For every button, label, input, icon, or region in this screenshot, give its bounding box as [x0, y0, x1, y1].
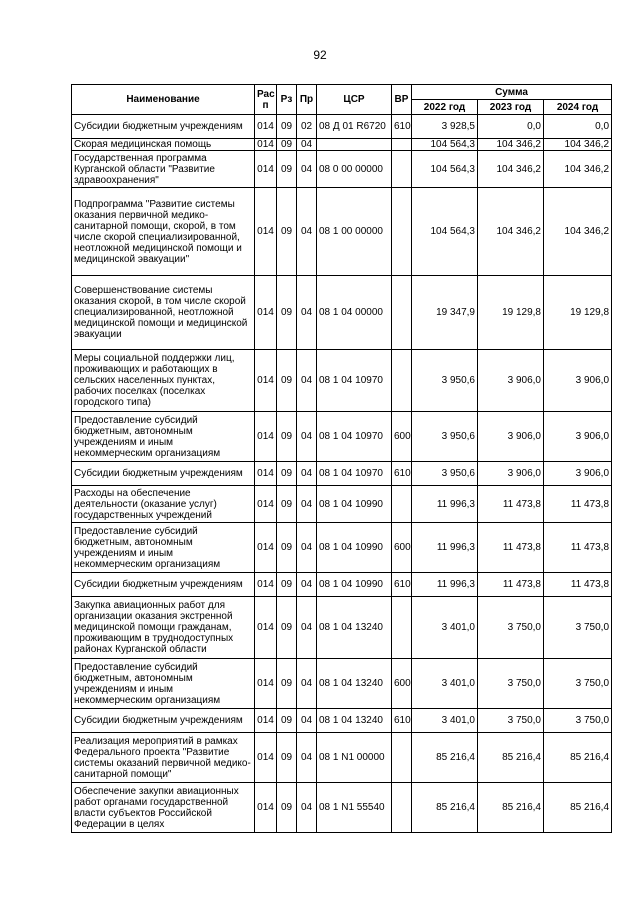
header-rasp: Рас п [255, 85, 277, 115]
row-sum-2022: 104 564,3 [412, 188, 478, 276]
table-row [72, 709, 612, 733]
table-row [72, 276, 612, 350]
row-csr: 08 1 04 10990 [317, 523, 392, 573]
row-sum-2024: 11 473,8 [544, 486, 612, 523]
row-rasp: 014 [255, 783, 277, 833]
row-sum-2023: 11 473,8 [478, 486, 544, 523]
row-rasp: 014 [255, 486, 277, 523]
row-sum-2022: 85 216,4 [412, 733, 478, 783]
row-sum-2022: 3 401,0 [412, 597, 478, 659]
row-rz: 09 [277, 350, 297, 412]
row-sum-2024: 104 346,2 [544, 188, 612, 276]
row-csr: 08 1 04 10990 [317, 573, 392, 597]
row-pr: 04 [297, 350, 317, 412]
row-name: Обеспечение закупки авиационных работ органами государственной власти субъектов Российской Федерации в целях [72, 783, 255, 833]
row-pr: 04 [297, 573, 317, 597]
row-sum-2024: 3 750,0 [544, 597, 612, 659]
row-vr [392, 188, 412, 276]
row-sum-2023: 0,0 [478, 115, 544, 139]
row-sum-2023: 11 473,8 [478, 573, 544, 597]
row-sum-2022: 11 996,3 [412, 486, 478, 523]
row-sum-2024: 85 216,4 [544, 783, 612, 833]
row-rasp: 014 [255, 462, 277, 486]
table-row [72, 462, 612, 486]
row-rz: 09 [277, 462, 297, 486]
row-name: Субсидии бюджетным учреждениям [72, 115, 255, 139]
row-name: Подпрограмма "Развитие системы оказания первичной медико-санитарной помощи, скорой, в том числе скорой специализированной, неотложной медицинской помощи и медицинской эвакуации" [72, 188, 255, 276]
row-csr: 08 1 N1 55540 [317, 783, 392, 833]
row-sum-2022: 3 950,6 [412, 412, 478, 462]
row-csr [317, 139, 392, 151]
row-pr: 04 [297, 276, 317, 350]
row-sum-2024: 85 216,4 [544, 733, 612, 783]
row-rasp: 014 [255, 115, 277, 139]
row-sum-2022: 11 996,3 [412, 573, 478, 597]
row-csr: 08 1 04 13240 [317, 597, 392, 659]
header-rz: Рз [277, 85, 297, 115]
row-rasp: 014 [255, 523, 277, 573]
row-csr: 08 1 N1 00000 [317, 733, 392, 783]
row-vr [392, 276, 412, 350]
row-rasp: 014 [255, 188, 277, 276]
header-csr: ЦСР [317, 85, 392, 115]
header-name: Наименование [72, 85, 255, 115]
row-sum-2024: 3 906,0 [544, 462, 612, 486]
row-csr: 08 1 04 10970 [317, 462, 392, 486]
row-sum-2022: 3 401,0 [412, 659, 478, 709]
row-vr [392, 733, 412, 783]
table-row [72, 659, 612, 709]
row-csr: 08 1 04 10970 [317, 350, 392, 412]
row-rz: 09 [277, 188, 297, 276]
row-vr: 610 [392, 462, 412, 486]
row-name: Закупка авиационных работ для организации оказания экстренной медицинской помощи гражданам, проживающим в труднодоступных районах Курганской области [72, 597, 255, 659]
row-rasp: 014 [255, 139, 277, 151]
row-sum-2023: 104 346,2 [478, 188, 544, 276]
row-rasp: 014 [255, 151, 277, 188]
row-rz: 09 [277, 523, 297, 573]
table-row [72, 573, 612, 597]
row-pr: 04 [297, 783, 317, 833]
row-sum-2024: 3 906,0 [544, 350, 612, 412]
row-pr: 04 [297, 523, 317, 573]
row-sum-2023: 3 906,0 [478, 412, 544, 462]
row-csr: 08 1 04 00000 [317, 276, 392, 350]
row-sum-2024: 104 346,2 [544, 139, 612, 151]
header-pr: Пр [297, 85, 317, 115]
row-sum-2022: 104 564,3 [412, 151, 478, 188]
row-vr [392, 139, 412, 151]
row-sum-2023: 3 906,0 [478, 350, 544, 412]
row-rasp: 014 [255, 659, 277, 709]
row-rz: 09 [277, 486, 297, 523]
row-rz: 09 [277, 709, 297, 733]
row-name: Совершенствование системы оказания скорой, в том числе скорой специализированной, неотложной медицинской помощи и медицинской эвакуации [72, 276, 255, 350]
row-pr: 04 [297, 462, 317, 486]
row-name: Субсидии бюджетным учреждениям [72, 709, 255, 733]
row-pr: 04 [297, 733, 317, 783]
row-sum-2023: 11 473,8 [478, 523, 544, 573]
table-row [72, 151, 612, 188]
row-rz: 09 [277, 783, 297, 833]
row-csr: 08 Д 01 R6720 [317, 115, 392, 139]
table-row [72, 350, 612, 412]
row-sum-2024: 11 473,8 [544, 573, 612, 597]
row-sum-2023: 3 750,0 [478, 659, 544, 709]
table-body [72, 115, 612, 833]
row-sum-2023: 104 346,2 [478, 139, 544, 151]
header-2023: 2023 год [478, 100, 544, 115]
row-vr [392, 783, 412, 833]
table-row [72, 486, 612, 523]
row-name: Государственная программа Курганской области "Развитие здравоохранения" [72, 151, 255, 188]
row-csr: 08 1 00 00000 [317, 188, 392, 276]
row-sum-2022: 11 996,3 [412, 523, 478, 573]
row-vr [392, 350, 412, 412]
row-sum-2024: 19 129,8 [544, 276, 612, 350]
row-sum-2022: 104 564,3 [412, 139, 478, 151]
row-sum-2023: 3 750,0 [478, 597, 544, 659]
row-name: Субсидии бюджетным учреждениям [72, 462, 255, 486]
row-pr: 04 [297, 151, 317, 188]
row-rasp: 014 [255, 709, 277, 733]
row-pr: 04 [297, 139, 317, 151]
row-name: Реализация мероприятий в рамках Федерального проекта "Развитие системы оказаний первичной медико-санитарной помощи" [72, 733, 255, 783]
header-sum: Сумма [412, 85, 612, 100]
row-vr [392, 486, 412, 523]
row-pr: 04 [297, 659, 317, 709]
row-vr: 600 [392, 412, 412, 462]
row-rz: 09 [277, 276, 297, 350]
table-row [72, 783, 612, 833]
row-name: Предоставление субсидий бюджетным, автономным учреждениям и иным некоммерческим организациям [72, 659, 255, 709]
row-csr: 08 0 00 00000 [317, 151, 392, 188]
row-sum-2024: 11 473,8 [544, 523, 612, 573]
table-row [72, 139, 612, 151]
row-pr: 04 [297, 188, 317, 276]
row-rasp: 014 [255, 573, 277, 597]
header-2024: 2024 год [544, 100, 612, 115]
row-rz: 09 [277, 151, 297, 188]
row-rz: 09 [277, 659, 297, 709]
row-sum-2022: 3 401,0 [412, 709, 478, 733]
row-vr: 610 [392, 573, 412, 597]
row-name: Субсидии бюджетным учреждениям [72, 573, 255, 597]
row-sum-2023: 3 906,0 [478, 462, 544, 486]
row-pr: 04 [297, 486, 317, 523]
row-csr: 08 1 04 13240 [317, 709, 392, 733]
row-name: Предоставление субсидий бюджетным, автономным учреждениям и иным некоммерческим организациям [72, 412, 255, 462]
page-number: 92 [313, 48, 327, 62]
row-pr: 02 [297, 115, 317, 139]
budget-table [71, 84, 612, 833]
row-name: Меры социальной поддержки лиц, проживающих и работающих в сельских населенных пунктах, рабочих поселках (поселках городского типа) [72, 350, 255, 412]
table-row [72, 523, 612, 573]
row-sum-2024: 3 750,0 [544, 659, 612, 709]
row-csr: 08 1 04 10970 [317, 412, 392, 462]
row-rasp: 014 [255, 733, 277, 783]
row-sum-2024: 0,0 [544, 115, 612, 139]
row-vr [392, 597, 412, 659]
row-sum-2024: 104 346,2 [544, 151, 612, 188]
row-sum-2023: 3 750,0 [478, 709, 544, 733]
row-sum-2022: 19 347,9 [412, 276, 478, 350]
row-sum-2022: 3 950,6 [412, 350, 478, 412]
table-row [72, 597, 612, 659]
row-sum-2022: 3 950,6 [412, 462, 478, 486]
row-sum-2023: 104 346,2 [478, 151, 544, 188]
table-row [72, 115, 612, 139]
row-rz: 09 [277, 733, 297, 783]
row-sum-2022: 3 928,5 [412, 115, 478, 139]
header-vr: ВР [392, 85, 412, 115]
row-rz: 09 [277, 597, 297, 659]
row-vr: 610 [392, 709, 412, 733]
row-rz: 09 [277, 412, 297, 462]
row-sum-2023: 85 216,4 [478, 733, 544, 783]
row-vr: 600 [392, 523, 412, 573]
row-rasp: 014 [255, 412, 277, 462]
row-vr [392, 151, 412, 188]
row-rz: 09 [277, 115, 297, 139]
row-rasp: 014 [255, 350, 277, 412]
table-row [72, 188, 612, 276]
row-csr: 08 1 04 10990 [317, 486, 392, 523]
row-vr: 610 [392, 115, 412, 139]
row-name: Расходы на обеспечение деятельности (оказание услуг) государственных учреждений [72, 486, 255, 523]
table-row [72, 412, 612, 462]
row-name: Скорая медицинская помощь [72, 139, 255, 151]
row-csr: 08 1 04 13240 [317, 659, 392, 709]
header-2022: 2022 год [412, 100, 478, 115]
row-name: Предоставление субсидий бюджетным, автономным учреждениям и иным некоммерческим организациям [72, 523, 255, 573]
table-row [72, 733, 612, 783]
row-sum-2024: 3 750,0 [544, 709, 612, 733]
row-sum-2024: 3 906,0 [544, 412, 612, 462]
row-rz: 09 [277, 139, 297, 151]
row-vr: 600 [392, 659, 412, 709]
row-rasp: 014 [255, 276, 277, 350]
row-rz: 09 [277, 573, 297, 597]
row-sum-2023: 85 216,4 [478, 783, 544, 833]
row-sum-2022: 85 216,4 [412, 783, 478, 833]
row-sum-2023: 19 129,8 [478, 276, 544, 350]
row-pr: 04 [297, 709, 317, 733]
row-rasp: 014 [255, 597, 277, 659]
row-pr: 04 [297, 412, 317, 462]
row-pr: 04 [297, 597, 317, 659]
